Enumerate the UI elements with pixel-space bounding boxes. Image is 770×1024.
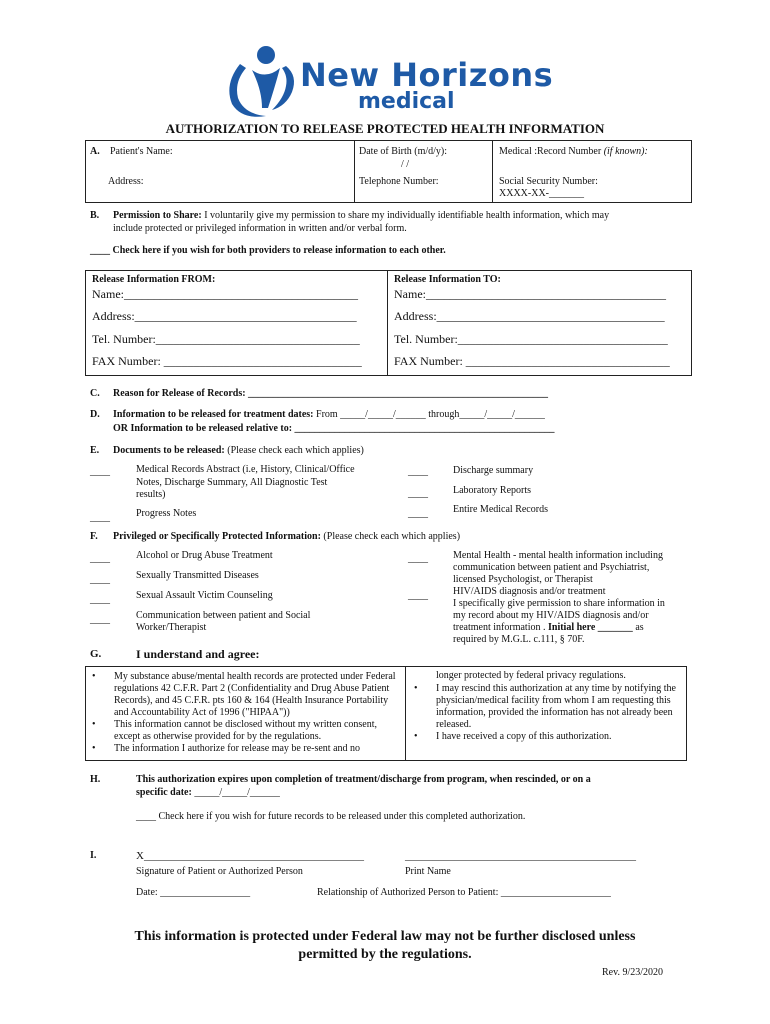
federal-law-notice-2: permitted by the regulations. — [298, 947, 472, 962]
agreement-text: released. — [436, 719, 472, 730]
checkbox-blank[interactable]: ____ — [408, 488, 428, 499]
section-b-letter: B. — [90, 210, 100, 221]
discharge-summary: Discharge summary — [453, 465, 534, 476]
section-h-letter: H. — [90, 774, 101, 785]
check-both-providers[interactable]: ____ Check here if you wish for both providers to release information to each other. — [90, 245, 446, 256]
bullet-icon: • — [414, 731, 418, 742]
release-to-tel[interactable]: Tel. Number:___________________________________ — [394, 332, 668, 346]
section-f-letter: F. — [90, 531, 98, 542]
agreement-text: longer protected by federal privacy regulations. — [436, 670, 626, 681]
address-label[interactable]: Address: — [108, 176, 144, 187]
bullet-icon: • — [92, 671, 96, 682]
date-field[interactable]: Date: __________________ — [136, 887, 251, 898]
medical-records-abstract-2: Notes, Discharge Summary, All Diagnostic Test — [136, 477, 328, 488]
checkbox-blank[interactable]: ____ — [90, 512, 110, 523]
ssn-label[interactable]: Social Security Number: — [499, 176, 598, 187]
mental-health-text-3: licensed Psychologist, or Therapist — [453, 574, 593, 585]
agreement-text: physician/medical facility from whom I am requesting this — [436, 695, 671, 706]
release-from-tel[interactable]: Tel. Number:__________________________________ — [92, 332, 360, 346]
agreement-text: My substance abuse/mental health records are protected under Federal — [114, 671, 396, 682]
bullet-icon: • — [92, 743, 96, 754]
relative-to[interactable]: OR Information to be released relative to: ____________________________________________________ — [113, 423, 555, 434]
dob-slashes: / / — [401, 159, 410, 170]
mrn-label[interactable]: Medical :Record Number (if known): — [499, 146, 648, 157]
release-from-name[interactable]: Name:_______________________________________ — [92, 287, 358, 301]
section-e-heading: Documents to be released: (Please check each which applies) — [113, 445, 364, 456]
initial-here[interactable]: treatment information . Initial here _______ as — [453, 622, 644, 633]
logo-name: New Horizons — [300, 56, 554, 94]
bullet-icon: • — [92, 719, 96, 730]
agreement-text: information, provided the information has not already been — [436, 707, 673, 718]
agreement-text: regulations 42 C.F.R. Part 2 (Confidentiality and Drug Abuse Patient — [114, 683, 390, 694]
agreement-text: Records), and 45 C.F.R. pts 160 & 164 (Health Insurance Portability — [114, 695, 389, 706]
alcohol-drug-treatment: Alcohol or Drug Abuse Treatment — [136, 550, 273, 561]
federal-law-notice: This information is protected under Federal law may not be further disclosed unless — [134, 929, 636, 944]
dob-label[interactable]: Date of Birth (m/d/y): — [359, 146, 448, 157]
checkbox-blank[interactable]: ____ — [408, 590, 428, 601]
agreement-text: and Accountability Act of 1996 ("HIPAA")) — [114, 707, 290, 718]
mental-health-text: Mental Health - mental health information including — [453, 550, 663, 561]
form-title: AUTHORIZATION TO RELEASE PROTECTED HEALTH INFORMATION — [165, 121, 605, 136]
checkbox-blank[interactable]: ____ — [90, 594, 110, 605]
ssn-value: XXXX-XX-_______ — [499, 188, 584, 199]
medical-records-abstract: Medical Records Abstract (i.e, History, Clinical/Office — [136, 464, 355, 475]
patient-name-label[interactable]: Patient's Name: — [110, 146, 173, 157]
agreement-text: I may rescind this authorization at any time by notifying the — [436, 683, 676, 694]
section-a-letter: A. — [90, 146, 100, 157]
table-divider — [405, 666, 406, 761]
telephone-label[interactable]: Telephone Number: — [359, 176, 439, 187]
release-from-fax[interactable]: FAX Number: _________________________________ — [92, 354, 362, 368]
release-to-name[interactable]: Name:________________________________________ — [394, 287, 666, 301]
table-divider — [492, 140, 493, 203]
release-to-title: Release Information TO: — [394, 274, 501, 285]
checkbox-blank[interactable]: ____ — [90, 553, 110, 564]
mgl-reference: required by M.G.L. c.111, § 70F. — [453, 634, 585, 645]
social-worker-communication: Communication between patient and Social — [136, 610, 311, 621]
signature-label: Signature of Patient or Authorized Person — [136, 866, 303, 877]
checkbox-blank[interactable]: ____ — [408, 508, 428, 519]
check-future-records[interactable]: ____ Check here if you wish for future records to be released under this completed authorization. — [136, 811, 526, 822]
progress-notes: Progress Notes — [136, 508, 197, 519]
relationship-field[interactable]: Relationship of Authorized Person to Patient: ______________________ — [317, 887, 611, 898]
person-swoosh-icon — [222, 44, 302, 122]
mental-health-text-2: communication between patient and Psychiatrist, — [453, 562, 650, 573]
print-name-line[interactable]: __________________________________________ — [405, 850, 636, 862]
release-to-fax[interactable]: FAX Number: __________________________________ — [394, 354, 670, 368]
section-g-heading: I understand and agree: — [136, 647, 260, 661]
release-to-address[interactable]: Address:______________________________________ — [394, 309, 665, 323]
signature-line[interactable]: X________________________________________ — [136, 850, 364, 862]
section-c-letter: C. — [90, 388, 100, 399]
release-from-address[interactable]: Address:_____________________________________ — [92, 309, 357, 323]
hiv-permission-text-2: my record about my HIV/AIDS diagnosis and/or — [453, 610, 649, 621]
bullet-icon: • — [414, 683, 418, 694]
logo-subtitle: medical — [358, 89, 455, 114]
checkbox-blank[interactable]: ____ — [90, 466, 110, 477]
social-worker-communication-2: Worker/Therapist — [136, 622, 207, 633]
entire-medical-records: Entire Medical Records — [453, 504, 548, 515]
release-from-title: Release Information FROM: — [92, 274, 216, 285]
agreement-text: This information cannot be disclosed without my written consent, — [114, 719, 378, 730]
section-e-letter: E. — [90, 445, 100, 456]
section-b-text-2: include protected or privileged information in written and/or verbal form. — [113, 223, 407, 234]
hiv-aids-text: HIV/AIDS diagnosis and/or treatment — [453, 586, 606, 597]
section-i-letter: I. — [90, 850, 97, 861]
laboratory-reports: Laboratory Reports — [453, 485, 532, 496]
sexual-assault-counseling: Sexual Assault Victim Counseling — [136, 590, 273, 601]
expiration-date[interactable]: specific date: _____/_____/______ — [136, 787, 280, 798]
print-name-label: Print Name — [405, 866, 451, 877]
hiv-permission-text: I specifically give permission to share information in — [453, 598, 665, 609]
checkbox-blank[interactable]: ____ — [90, 614, 110, 625]
section-b-text: Permission to Share: I voluntarily give my permission to share my individually identifiable health information, which may — [113, 210, 610, 221]
checkbox-blank[interactable]: ____ — [90, 574, 110, 585]
treatment-dates[interactable]: Information to be released for treatment dates: From _____/_____/______ through_____/_____/______ — [113, 409, 545, 420]
expiration-text: This authorization expires upon completion of treatment/discharge from program, when rescinded, or on a — [136, 774, 591, 785]
checkbox-blank[interactable]: ____ — [408, 466, 428, 477]
section-d-letter: D. — [90, 409, 100, 420]
section-f-heading: Privileged or Specifically Protected Information: (Please check each which applies) — [113, 531, 461, 542]
medical-records-abstract-3: results) — [136, 489, 166, 500]
agreement-text: except as otherwise provided for by the regulations. — [114, 731, 322, 742]
agreement-text: The information I authorize for release may be re-sent and no — [114, 743, 361, 754]
table-divider — [354, 140, 355, 203]
checkbox-blank[interactable]: ____ — [408, 553, 428, 564]
reason-for-release[interactable]: Reason for Release of Records: ____________________________________________________________ — [113, 388, 549, 399]
agreement-text: I have received a copy of this authorization. — [436, 731, 612, 742]
sexually-transmitted-diseases: Sexually Transmitted Diseases — [136, 570, 259, 581]
table-divider — [387, 270, 388, 376]
revision-date: Rev. 9/23/2020 — [602, 967, 664, 978]
section-g-letter: G. — [90, 648, 102, 660]
